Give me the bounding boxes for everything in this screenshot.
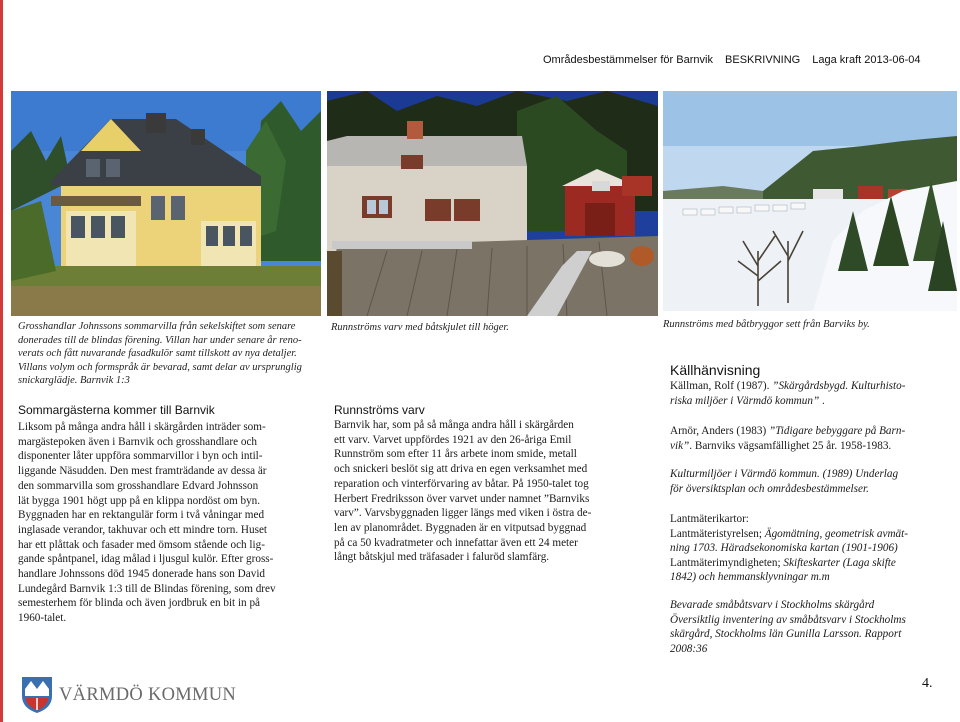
source-line: Översiktlig inventering av småbåtsvarv i Stockholms [670,613,906,626]
text-line: ett varv. Varvet uppfördes 1921 av den 26-åriga Emil [334,433,572,446]
photo-yellow-villa [11,91,321,316]
source-arnor [670,424,932,453]
text-line: liggande Näsudden. Den mest framträdande av dessa är [18,465,267,478]
source-lantmateri [670,512,932,585]
text-line: len av planområdet. Byggnaden är en vitputsad byggnad [334,521,587,534]
text-line: den sommarvilla som grosshandlare Edvard Johnsson [18,479,259,492]
text-line: Lundegård Barnvik 1:3 till de Blindas förening, som drev [18,582,276,595]
source-author: Källman, Rolf (1987). [670,380,773,392]
heading-kallhanvisning: Källhänvisning [670,362,761,378]
source-title: ”Tidigare bebyggare på Barn- [768,425,906,437]
caption-line: Villans volym och formspråk är bevarad, samt delar av ursprunglig [18,361,302,373]
text-line: lät bygga 1901 högt upp på en klippa nordöst om byn. [18,494,261,507]
source-kallman [670,379,932,408]
body-runnstroms-varv [334,418,612,565]
source-line: skärgård, Stockholms län Gunilla Larsson. Rapport [670,628,902,640]
text-line: reparation och vinterförvaring av båtar. På 1950-talet tog [334,477,589,490]
source-author: Lantmäterimyndigheten; [670,556,784,569]
photo-winter-bay [663,91,957,311]
text-line: och snickeri beslöt sig att driva en egen verksamhet med [334,463,588,476]
source-title: Ägomätning, geometrisk avmät- [764,527,908,540]
text-line: har ett plåttak och fasader med ömsom stående och lig- [18,538,265,551]
source-line: 2008:36 [670,642,708,655]
page-number: 4. [922,676,933,691]
caption-boatyard: Runnströms varv med båtskjulet till höger. [331,322,509,333]
header-section: BESKRIVNING [725,54,801,66]
text-line: långt båtskjul med träfasader i faluröd slamfärg. [334,551,550,564]
text-line: handlare Johnssons död 1945 donerade hans son David [18,568,266,581]
source-title: ”Skärgårdsbygd. Kulturhisto- [772,380,906,392]
source-author: Arnör, Anders (1983) [670,425,769,437]
header-status: Laga kraft 2013-06-04 [812,54,921,66]
text-line: semesterhem för blinda och även jordbruk en bit in på [18,597,261,610]
source-kulturmiljoer [670,467,932,496]
source-title: vik” [670,439,690,452]
photo-boatyard [327,91,658,316]
text-line: Liksom på många andra håll i skärgården inträder som- [18,421,266,433]
text-line: inglasade verandor, takhuvar och ett mindre torn. Huset [18,523,268,536]
source-end: . Barnviks vägsamfällighet 25 år. 1958-1983. [689,439,892,452]
source-subheading: Lantmäterikartor: [670,513,749,525]
text-line: gande spåntpanel, idag målad i ljusgul kulör. Efter gross- [18,553,274,566]
source-title: riska miljöer i Värmdö kommun” [670,394,820,407]
heading-sommargasterna: Sommargästerna kommer till Barnvik [18,403,215,417]
text-line: margästepoken även i Barnvik och grosshandlare och [18,435,258,448]
caption-line: snickarglädje. Barnvik 1:3 [18,375,130,386]
text-line: Herbert Fredriksson över varvet under namnet ”Barnviks [334,492,590,505]
source-end: . [819,394,825,407]
caption-line: Grosshandlar Johnssons sommarvilla från sekelskiftet som senare [18,321,296,332]
header-title: Områdesbestämmelser för Barnvik [543,54,713,66]
source-line: för översiktsplan och områdesbestämmelser. [670,482,869,495]
text-line: 1960-talet. [18,612,67,625]
coat-of-arms-icon [21,676,53,714]
text-line: på ca 50 kvadratmeter och innefattar även ett 24 meter [334,536,578,549]
source-title: 1842) och hemmansklyvningar m.m [670,571,830,583]
source-title: ning 1703. Häradsekonomiska kartan (1901-1906) [670,542,898,554]
text-line: disponenter låter uppföra sommarvillor i byn och intil- [18,450,263,463]
text-line: Barnvik har, som på så många andra håll i skärgården [334,419,574,431]
source-line: Kulturmiljöer i Värmdö kommun. (1989) Underlag [670,468,899,480]
caption-line: donerades till de blindas förening. Villan har under senare år reno- [18,334,302,346]
source-title: Skifteskarter (Laga skifte [783,556,896,569]
text-line: Byggnaden har en rektangulär form i två våningar med [18,509,265,522]
source-line: Bevarade småbåtsvarv i Stockholms skärgård [670,599,875,611]
varmdo-kommun-logo [21,676,236,714]
caption-villa [18,320,318,388]
logo-text: VÄRMDÖ KOMMUN [59,684,237,705]
caption-line: verats och fått nuvarande fasadkulör samt tillskott av nya detaljer. [18,348,297,359]
page-edge-rule [0,0,3,722]
heading-runnstroms-varv: Runnströms varv [334,403,425,417]
page-header [543,54,930,66]
source-smabatsvarv [670,598,932,656]
body-sommargasterna [18,420,294,626]
source-author: Lantmäteristyrelsen; [670,527,765,540]
text-line: Runnström som efter 11 års arbete inom smide, metall [334,448,577,461]
text-line: varv”. Varvsbyggnaden ligger längs med viken i östra de- [334,507,592,520]
caption-winter-bay: Runnströms med båtbryggor sett från Barviks by. [663,319,870,330]
